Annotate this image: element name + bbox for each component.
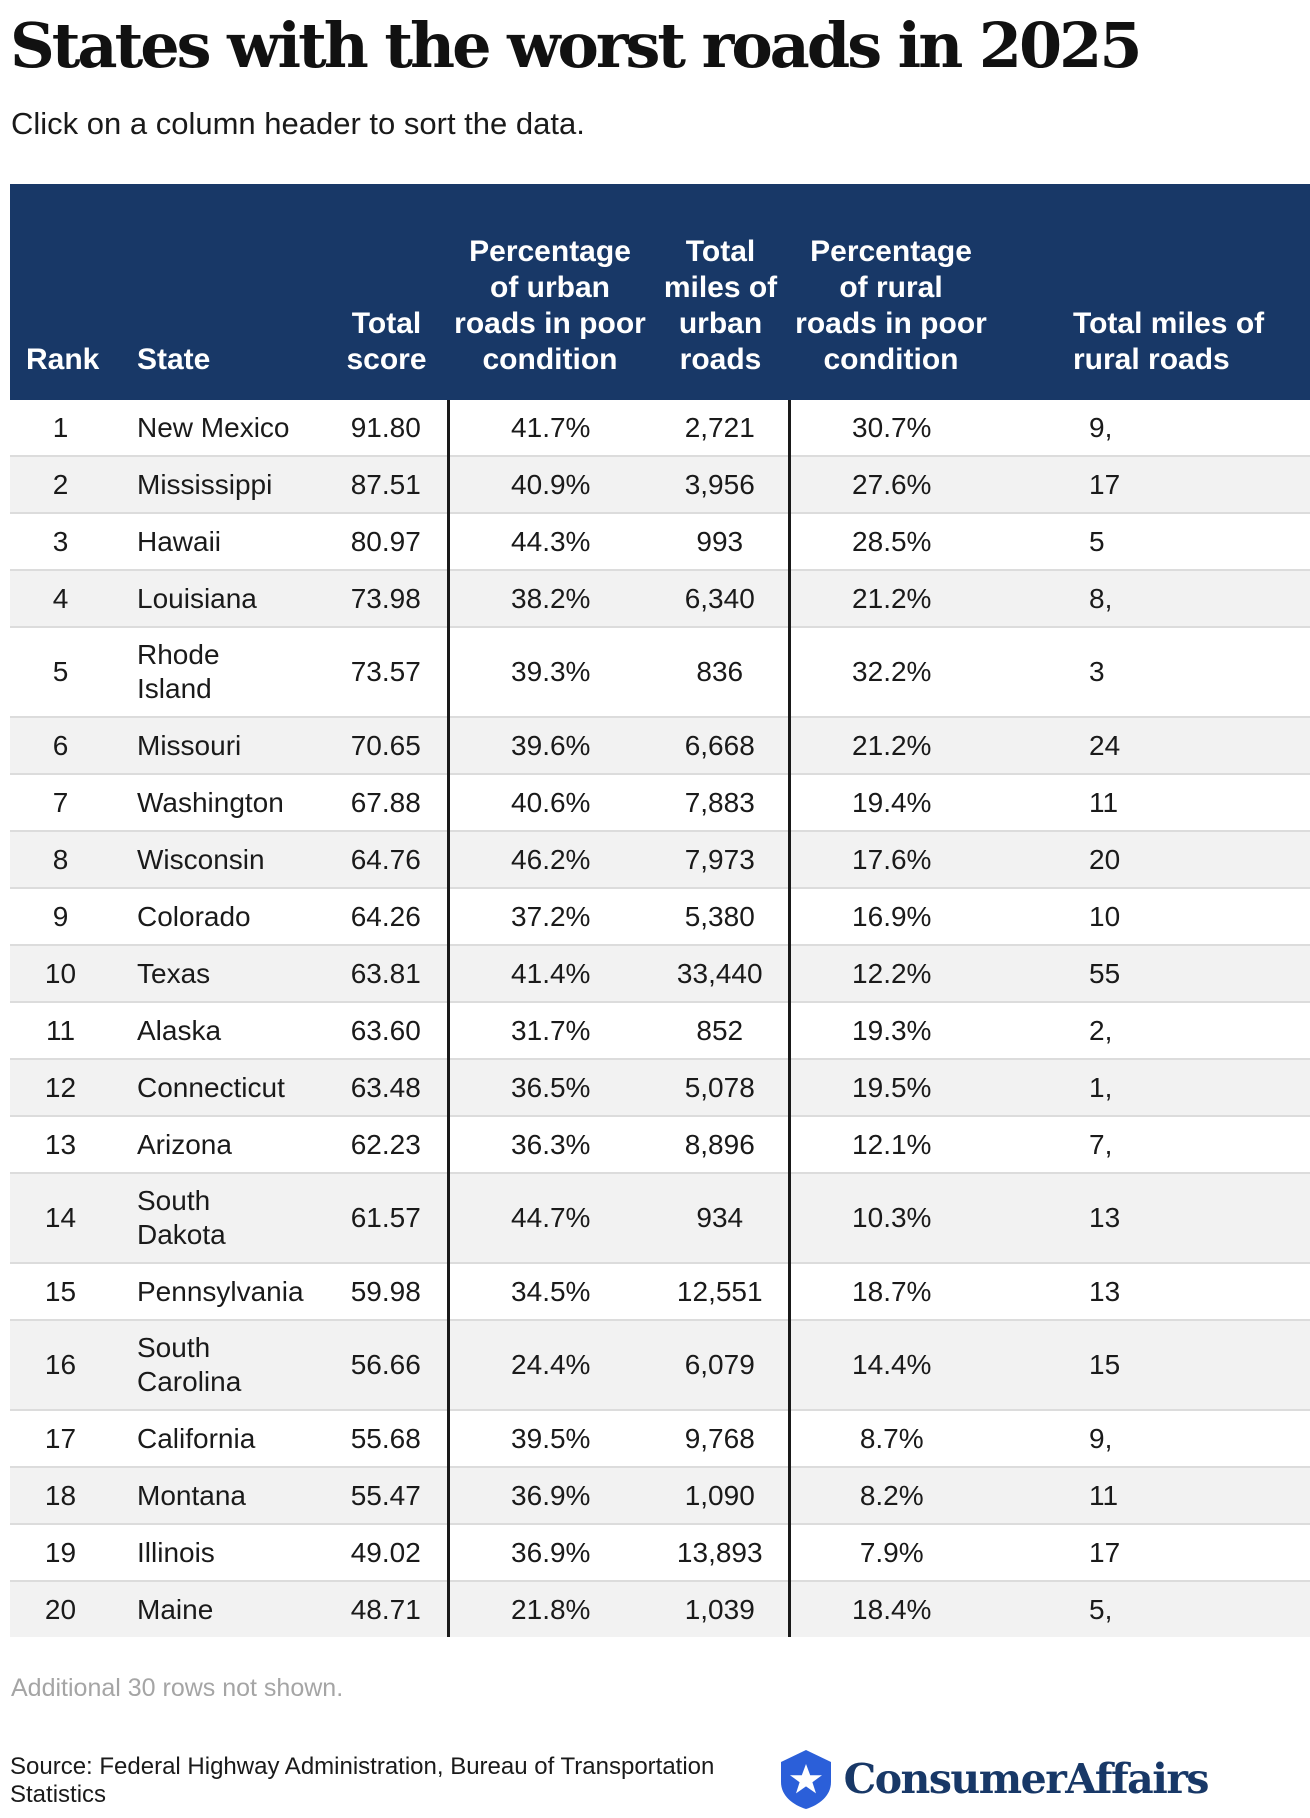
cell-rank: 13 [10,1116,135,1173]
cell-pct-rural-poor: 14.4% [789,1320,993,1410]
cell-state: Missouri [135,717,325,774]
cell-total-miles-urban: 934 [652,1173,789,1263]
table-row [10,717,1310,774]
cell-state: Hawaii [135,513,325,570]
cell-total-miles-rural: 11 [993,774,1310,831]
source-note: Source: Federal Highway Administration, Bureau of Transportation Statistics [10,1753,715,1808]
cell-pct-urban-poor: 24.4% [448,1320,652,1410]
cell-total-miles-urban: 6,079 [652,1320,789,1410]
cell-pct-rural-poor: 12.1% [789,1116,993,1173]
cell-state: South Dakota [135,1173,325,1263]
data-table-viewport[interactable] [10,184,1265,1637]
cell-rank: 1 [10,400,135,456]
cell-total-miles-rural: 8, [993,570,1310,627]
cell-pct-rural-poor: 27.6% [789,456,993,513]
cell-total-score: 63.60 [325,1002,448,1059]
cell-rank: 8 [10,831,135,888]
cell-pct-rural-poor: 28.5% [789,513,993,570]
table-row [10,400,1310,456]
cell-pct-urban-poor: 36.9% [448,1524,652,1581]
cell-total-score: 62.23 [325,1116,448,1173]
table-row [10,888,1310,945]
column-header-total-miles-rural[interactable]: Total miles of rural roads [993,184,1310,400]
cell-total-miles-rural: 17 [993,1524,1310,1581]
cell-total-score: 64.76 [325,831,448,888]
cell-total-miles-rural: 24 [993,717,1310,774]
table-row [10,1320,1310,1410]
cell-rank: 17 [10,1410,135,1467]
cell-total-miles-rural: 9, [993,1410,1310,1467]
cell-total-score: 61.57 [325,1173,448,1263]
cell-state: Louisiana [135,570,325,627]
cell-total-miles-rural: 1, [993,1059,1310,1116]
cell-total-miles-rural: 13 [993,1173,1310,1263]
cell-state: Montana [135,1467,325,1524]
cell-state: California [135,1410,325,1467]
cell-total-miles-rural: 2, [993,1002,1310,1059]
cell-state: Mississippi [135,456,325,513]
cell-pct-urban-poor: 38.2% [448,570,652,627]
cell-total-miles-urban: 12,551 [652,1263,789,1320]
header-row [10,184,1310,400]
table-row [10,1410,1310,1467]
cell-pct-rural-poor: 7.9% [789,1524,993,1581]
cell-total-miles-urban: 1,039 [652,1581,789,1637]
table-row [10,1467,1310,1524]
cell-pct-urban-poor: 31.7% [448,1002,652,1059]
cell-total-miles-rural: 11 [993,1467,1310,1524]
cell-pct-rural-poor: 17.6% [789,831,993,888]
cell-pct-rural-poor: 12.2% [789,945,993,1002]
cell-rank: 6 [10,717,135,774]
cell-total-score: 55.47 [325,1467,448,1524]
column-header-state[interactable]: State [135,184,325,400]
cell-total-miles-rural: 7, [993,1116,1310,1173]
cell-state: Colorado [135,888,325,945]
cell-total-miles-urban: 1,090 [652,1467,789,1524]
column-header-pct-rural-poor[interactable]: Percentage of rural roads in poor condition [789,184,993,400]
cell-pct-rural-poor: 19.5% [789,1059,993,1116]
cell-pct-rural-poor: 21.2% [789,717,993,774]
cell-rank: 11 [10,1002,135,1059]
cell-rank: 19 [10,1524,135,1581]
cell-pct-rural-poor: 18.7% [789,1263,993,1320]
cell-total-miles-rural: 20 [993,831,1310,888]
cell-total-score: 55.68 [325,1410,448,1467]
cell-total-miles-urban: 852 [652,1002,789,1059]
column-header-pct-urban-poor[interactable]: Percentage of urban roads in poor condition [448,184,652,400]
cell-state: Pennsylvania [135,1263,325,1320]
cell-pct-urban-poor: 44.3% [448,513,652,570]
cell-rank: 3 [10,513,135,570]
cell-total-miles-rural: 5 [993,513,1310,570]
cell-total-miles-urban: 9,768 [652,1410,789,1467]
cell-rank: 7 [10,774,135,831]
star-shield-icon [778,1748,834,1810]
cell-rank: 14 [10,1173,135,1263]
cell-total-score: 56.66 [325,1320,448,1410]
table-row [10,456,1310,513]
cell-state: Texas [135,945,325,1002]
table-row [10,513,1310,570]
cell-total-score: 59.98 [325,1263,448,1320]
cell-pct-rural-poor: 19.3% [789,1002,993,1059]
cell-state: Rhode Island [135,627,325,717]
cell-total-miles-urban: 5,078 [652,1059,789,1116]
cell-total-miles-rural: 3 [993,627,1310,717]
cell-total-miles-urban: 2,721 [652,400,789,456]
cell-total-score: 80.97 [325,513,448,570]
cell-state: Wisconsin [135,831,325,888]
table-row [10,1524,1310,1581]
column-header-rank[interactable]: Rank [10,184,135,400]
cell-total-score: 70.65 [325,717,448,774]
rows-not-shown-note: Additional 30 rows not shown. [11,1674,344,1702]
cell-pct-rural-poor: 16.9% [789,888,993,945]
cell-rank: 10 [10,945,135,1002]
cell-total-miles-urban: 7,973 [652,831,789,888]
cell-total-score: 48.71 [325,1581,448,1637]
cell-pct-rural-poor: 18.4% [789,1581,993,1637]
cell-total-miles-rural: 13 [993,1263,1310,1320]
table-row [10,627,1310,717]
cell-rank: 12 [10,1059,135,1116]
cell-rank: 18 [10,1467,135,1524]
cell-total-miles-rural: 17 [993,456,1310,513]
cell-pct-urban-poor: 37.2% [448,888,652,945]
cell-total-miles-urban: 8,896 [652,1116,789,1173]
cell-total-score: 49.02 [325,1524,448,1581]
cell-total-score: 91.80 [325,400,448,456]
cell-total-miles-urban: 6,340 [652,570,789,627]
column-header-total-miles-urban[interactable]: Total miles of urban roads [652,184,789,400]
cell-pct-rural-poor: 19.4% [789,774,993,831]
cell-state: Maine [135,1581,325,1637]
cell-total-score: 64.26 [325,888,448,945]
cell-pct-urban-poor: 39.3% [448,627,652,717]
table-row [10,774,1310,831]
cell-total-score: 87.51 [325,456,448,513]
table-row [10,1581,1310,1637]
cell-total-score: 63.48 [325,1059,448,1116]
cell-pct-urban-poor: 39.5% [448,1410,652,1467]
cell-state: Arizona [135,1116,325,1173]
cell-rank: 20 [10,1581,135,1637]
cell-pct-rural-poor: 10.3% [789,1173,993,1263]
cell-pct-urban-poor: 40.9% [448,456,652,513]
page-title: States with the worst roads in 2025 [10,9,1140,82]
cell-pct-urban-poor: 40.6% [448,774,652,831]
table-row [10,1173,1310,1263]
cell-rank: 5 [10,627,135,717]
cell-total-score: 67.88 [325,774,448,831]
cell-state: Washington [135,774,325,831]
cell-pct-urban-poor: 39.6% [448,717,652,774]
cell-total-score: 73.98 [325,570,448,627]
cell-rank: 16 [10,1320,135,1410]
cell-pct-urban-poor: 44.7% [448,1173,652,1263]
table-row [10,570,1310,627]
cell-state: Connecticut [135,1059,325,1116]
cell-pct-rural-poor: 32.2% [789,627,993,717]
cell-pct-urban-poor: 36.3% [448,1116,652,1173]
cell-pct-urban-poor: 41.7% [448,400,652,456]
cell-pct-urban-poor: 34.5% [448,1263,652,1320]
table-row [10,1263,1310,1320]
cell-total-miles-urban: 33,440 [652,945,789,1002]
cell-state: South Carolina [135,1320,325,1410]
cell-total-miles-rural: 55 [993,945,1310,1002]
table-row [10,1059,1310,1116]
table-row [10,831,1310,888]
cell-total-miles-rural: 5, [993,1581,1310,1637]
cell-total-miles-urban: 5,380 [652,888,789,945]
cell-total-miles-rural: 10 [993,888,1310,945]
cell-state: Illinois [135,1524,325,1581]
cell-total-miles-urban: 993 [652,513,789,570]
cell-state: Alaska [135,1002,325,1059]
column-header-total-score[interactable]: Total score [325,184,448,400]
cell-pct-urban-poor: 41.4% [448,945,652,1002]
brand-name: ConsumerAffairs [843,1755,1208,1803]
cell-pct-rural-poor: 21.2% [789,570,993,627]
cell-pct-urban-poor: 21.8% [448,1581,652,1637]
page-subtitle: Click on a column header to sort the data. [11,106,585,141]
table-row [10,1116,1310,1173]
brand-logo [778,1748,1208,1810]
cell-total-score: 63.81 [325,945,448,1002]
cell-rank: 4 [10,570,135,627]
cell-total-miles-rural: 9, [993,400,1310,456]
cell-rank: 2 [10,456,135,513]
cell-rank: 15 [10,1263,135,1320]
table-row [10,1002,1310,1059]
cell-total-miles-urban: 13,893 [652,1524,789,1581]
cell-pct-rural-poor: 8.2% [789,1467,993,1524]
cell-pct-urban-poor: 36.5% [448,1059,652,1116]
roads-table [10,184,1310,1637]
cell-total-miles-urban: 3,956 [652,456,789,513]
cell-total-score: 73.57 [325,627,448,717]
cell-total-miles-urban: 836 [652,627,789,717]
cell-pct-rural-poor: 8.7% [789,1410,993,1467]
table-row [10,945,1310,1002]
cell-pct-urban-poor: 46.2% [448,831,652,888]
cell-state: New Mexico [135,400,325,456]
cell-total-miles-urban: 6,668 [652,717,789,774]
cell-pct-rural-poor: 30.7% [789,400,993,456]
cell-total-miles-urban: 7,883 [652,774,789,831]
cell-rank: 9 [10,888,135,945]
cell-pct-urban-poor: 36.9% [448,1467,652,1524]
table-body [10,400,1310,1637]
cell-total-miles-rural: 15 [993,1320,1310,1410]
